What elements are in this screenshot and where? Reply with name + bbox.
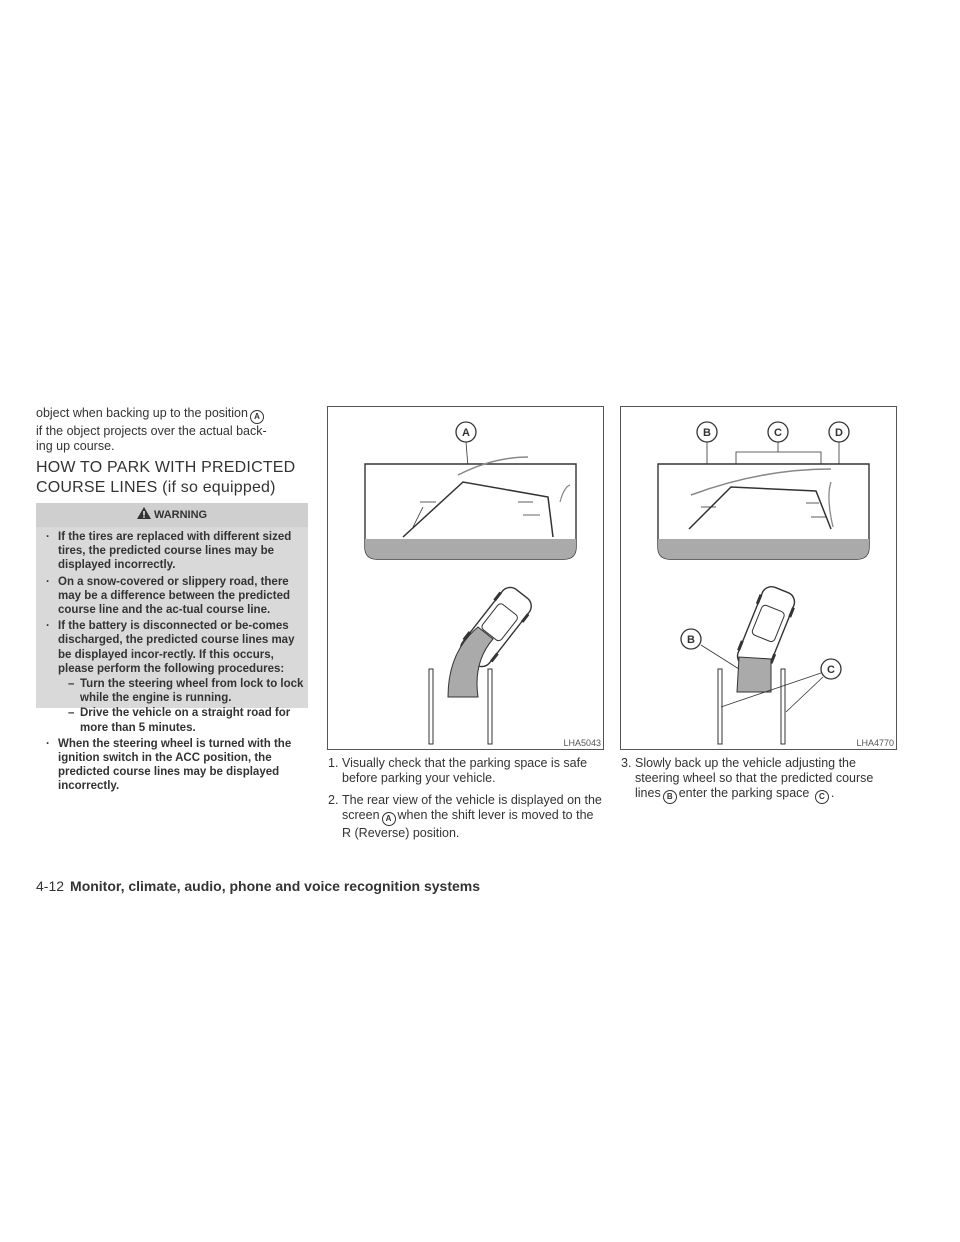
list-item: – Turn the steering wheel from lock to lock while the engine is running. <box>58 677 306 705</box>
callout-b: B <box>663 790 677 804</box>
section-title: Monitor, climate, audio, phone and voice recognition systems <box>70 878 480 894</box>
warning-header: WARNING <box>36 503 308 527</box>
figure-lha5043 <box>327 406 604 750</box>
callout-a: A <box>382 812 396 826</box>
fig1-label-a: A <box>462 427 470 439</box>
figure-code: LHA4770 <box>856 738 894 748</box>
fig2-label-c-top: C <box>774 427 782 439</box>
step-3: 3. Slowly back up the vehicle adjusting the steering wheel so that the predicted course lines B enter the parking space C . <box>621 756 896 804</box>
fig2-label-d: D <box>835 427 843 439</box>
figure-lha4770 <box>620 406 897 750</box>
parking-course-illustration <box>621 407 896 749</box>
sub-list <box>58 677 306 735</box>
figure-code: LHA5043 <box>563 738 601 748</box>
warning-icon <box>137 507 151 519</box>
list-item: · When the steering wheel is turned with the ignition switch in the ACC position, the predicted course lines may be displayed incorrectly. <box>44 737 306 794</box>
fig2-label-c-bottom: C <box>827 664 835 676</box>
list-item: · On a snow-covered or slippery road, there may be a difference between the predicted course line and the ac-tual course line. <box>44 575 306 618</box>
fig2-label-b-top: B <box>703 427 711 439</box>
list-item: · If the battery is disconnected or be-comes discharged, the predicted course lines may be displayed incor-rectly. If this occurs, please perform the following procedures: – Turn the steering wheel from lock to lock while the engine is running. – Drive the vehicle on a straight road for more than 5 minutes. <box>44 619 306 735</box>
fig2-label-b-bottom: B <box>687 634 695 646</box>
list-item: · If the tires are replaced with different sized tires, the predicted course lines may be displayed incorrectly. <box>44 530 306 573</box>
rear-view-illustration <box>328 407 603 749</box>
step-2: 2. The rear view of the vehicle is displayed on the screen A when the shift lever is moved to the R (Reverse) position. <box>328 793 602 840</box>
intro-paragraph: object when backing up to the position A if the object projects over the actual back- ing up course. <box>36 406 267 453</box>
page-footer <box>36 878 480 894</box>
list-item: – Drive the vehicle on a straight road for more than 5 minutes. <box>58 706 306 734</box>
step-1: 1. Visually check that the parking space is safe before parking your vehicle. <box>328 756 588 785</box>
callout-c: C <box>815 790 829 804</box>
warning-box <box>36 503 308 793</box>
warning-list <box>44 530 306 796</box>
section-heading: HOW TO PARK WITH PREDICTED COURSE LINES (if so equipped) <box>36 459 296 496</box>
callout-a: A <box>250 410 264 424</box>
page-number: 4-12 <box>36 878 65 894</box>
